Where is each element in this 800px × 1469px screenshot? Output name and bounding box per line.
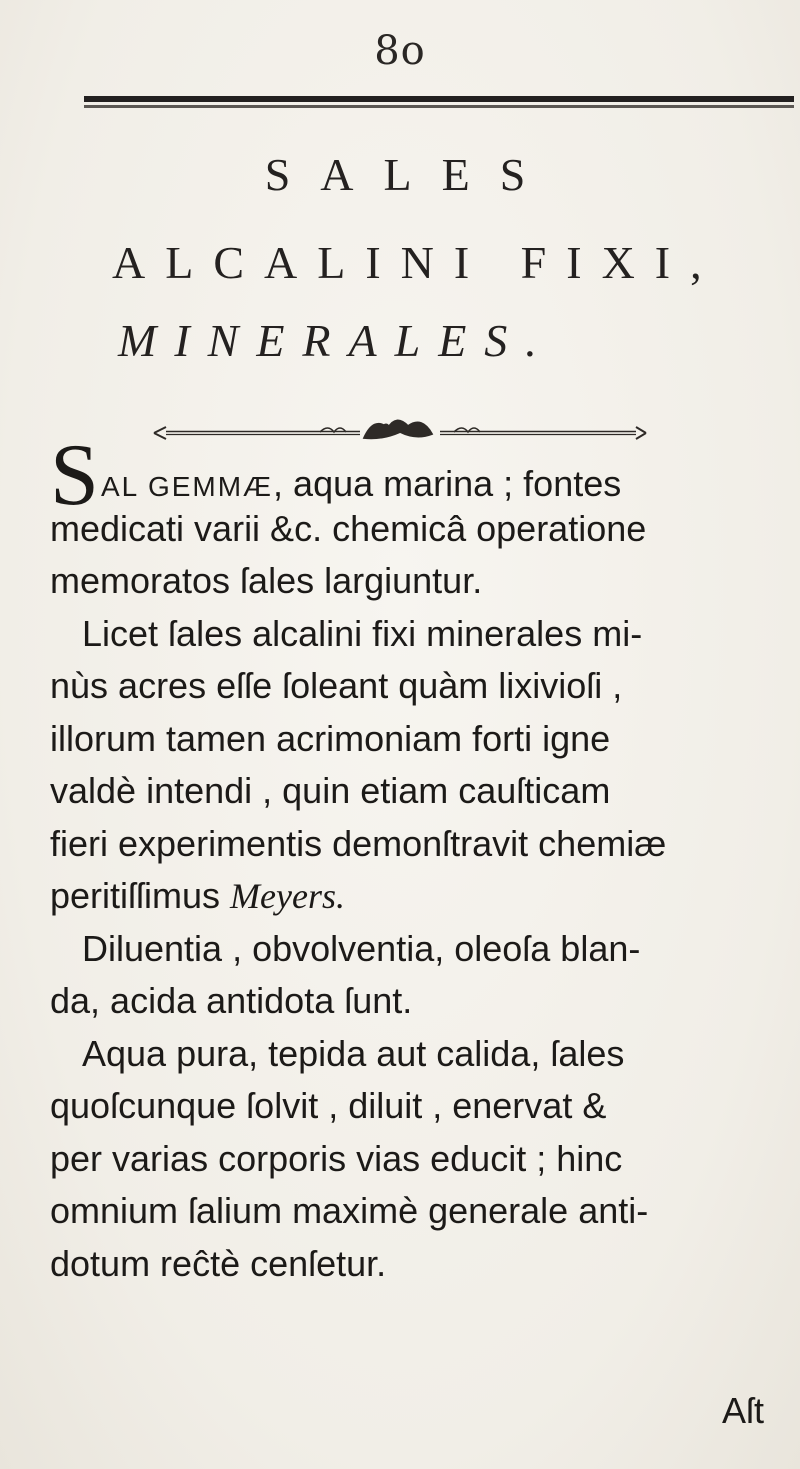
catchword: Aſt	[721, 1390, 764, 1431]
header-rule-thin	[84, 105, 794, 108]
drop-cap: S	[50, 427, 99, 524]
body-text	[50, 427, 790, 1290]
small-caps-lead: AL GEMMÆ	[100, 471, 274, 502]
text-line: per varias corporis vias educit ; hinc	[50, 1137, 623, 1179]
text-line: memoratos ſales largiuntur.	[50, 560, 483, 601]
text-line: Licet ſales alcalini fixi minerales mi-	[82, 612, 643, 654]
text-line: valdè intendi , quin etiam cauſticam	[50, 770, 611, 811]
title-alcalini-fixi: ALCALINI FIXI,	[112, 237, 722, 288]
text-line: medicati varii &c. chemicâ operatione	[50, 507, 647, 549]
author-name: Meyers.	[230, 876, 345, 916]
text-line	[50, 427, 790, 524]
header-rule-thick	[84, 96, 794, 102]
text-line: quoſcunque ſolvit , diluit , enervat &	[50, 1085, 607, 1126]
header-rule	[84, 96, 794, 110]
title-minerales: MINERALES.	[118, 315, 555, 366]
text-line: illorum tamen acrimoniam forti igne	[50, 717, 611, 759]
text-line: fieri experimentis demonſtravit chemiæ	[50, 822, 667, 864]
line-text: , aqua marina ; fontes	[273, 463, 622, 504]
page-number: 8o	[374, 28, 426, 74]
text-line: Aqua pura, tepida aut calida, ſales	[82, 1032, 625, 1074]
text-line: nùs acres eſſe ſoleant quàm lixivioſi ,	[50, 665, 623, 706]
text-line	[50, 870, 790, 923]
line-text: peritiſſimus	[50, 875, 231, 916]
title-sales: SALES	[264, 149, 556, 200]
ornament-divider	[150, 418, 650, 448]
text-line: da, acida antidota ſunt.	[50, 980, 413, 1021]
text-line: omnium ſalium maximè generale anti-	[50, 1190, 649, 1231]
text-line: dotum reĉtè cenſetur.	[50, 1242, 387, 1284]
text-line: Diluentia , obvolventia, oleoſa blan-	[82, 927, 641, 969]
